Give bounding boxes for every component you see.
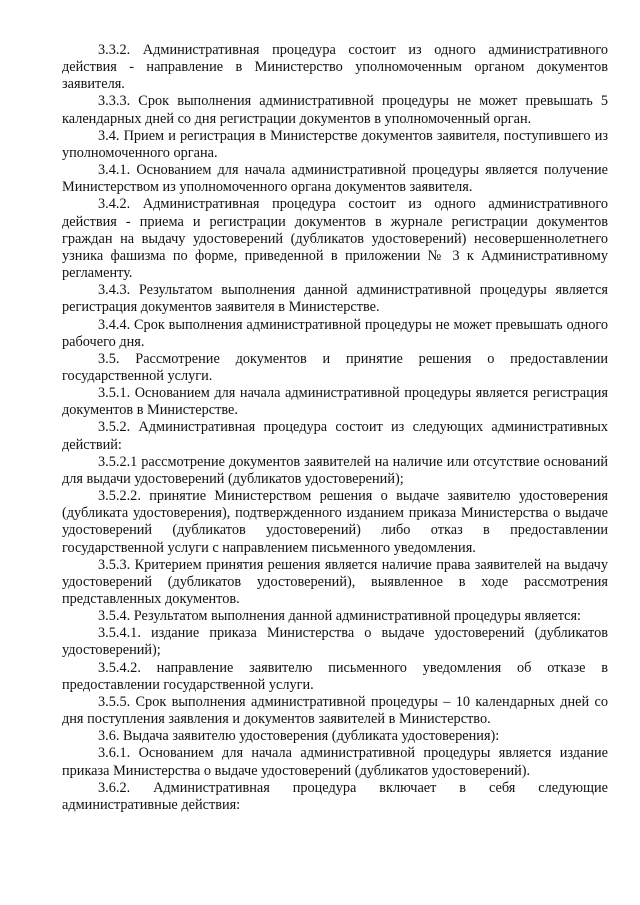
- paragraph-3-5-1: 3.5.1. Основанием для начала административной процедуры является регистрация документов в Министерстве.: [62, 385, 608, 419]
- paragraph-3-5-4: 3.5.4. Результатом выполнения данной административной процедуры является:: [98, 608, 582, 625]
- paragraph-3-5-2: 3.5.2. Административная процедура состоит из следующих административных действий:: [62, 419, 608, 453]
- paragraph-3-5-3: 3.5.3. Критерием принятия решения является наличие права заявителей на выдачу удостоверений (дубликатов удостоверений), выявленное в ходе рассмотрения представленных документов.: [62, 556, 608, 607]
- paragraph-3-4-1: 3.4.1. Основанием для начала административной процедуры является получение Министерством из уполномоченного органа документов заявителя.: [62, 162, 608, 196]
- paragraph-3-4: 3.4. Прием и регистрация в Министерстве документов заявителя, поступившего из уполномоченного органа.: [62, 127, 608, 161]
- paragraph-3-5-2-1: 3.5.2.1 рассмотрение документов заявителей на наличие или отсутствие оснований для выдачи удостоверений (дубликатов удостоверений);: [62, 453, 608, 487]
- paragraph-3-5-4-2: 3.5.4.2. направление заявителю письменного уведомления об отказе в предоставлении государственной услуги.: [62, 659, 608, 693]
- paragraph-3-6-2: 3.6.2. Административная процедура включает в себя следующие административные действия:: [62, 779, 608, 813]
- paragraph-3-4-2: 3.4.2. Административная процедура состоит из одного административного действия - приема и регистрации документов в журнале регистрации документов граждан на выдачу удостоверений (дубликатов удостоверений) несовершеннолетнего узника фашизма по форме, приведенной в приложении № 3 к Административному регламенту.: [62, 196, 608, 282]
- paragraph-3-4-3: 3.4.3. Результатом выполнения данной административной процедуры является регистрация документов заявителя в Министерстве.: [62, 282, 608, 316]
- paragraph-3-6: 3.6. Выдача заявителю удостоверения (дубликата удостоверения):: [98, 728, 500, 745]
- paragraph-3-5-2-2: 3.5.2.2. принятие Министерством решения о выдаче заявителю удостоверения (дубликата удостоверения), подтвержденного изданием приказа Министерства о выдаче удостоверений (дубликатов удостоверений) либо отказ в предоставлении государственной услуги с направлением письменного уведомления.: [62, 488, 608, 556]
- paragraph-3-3-3: 3.3.3. Срок выполнения административной процедуры не может превышать 5 календарных дней со дня регистрации документов в уполномоченный орган.: [62, 93, 608, 127]
- paragraph-3-3-2: 3.3.2. Административная процедура состоит из одного административного действия - направление в Министерство уполномоченным органом документов заявителя.: [62, 42, 608, 93]
- paragraph-3-6-1: 3.6.1. Основанием для начала административной процедуры является издание приказа Министерства о выдаче удостоверений (дубликатов удостоверений).: [62, 745, 608, 779]
- paragraph-3-5-5: 3.5.5. Срок выполнения административной процедуры – 10 календарных дней со дня поступления заявления и документов заявителей в Министерство.: [62, 693, 608, 728]
- paragraph-3-5-4-1: 3.5.4.1. издание приказа Министерства о выдаче удостоверений (дубликатов удостоверений);: [62, 625, 608, 659]
- paragraph-3-5: 3.5. Рассмотрение документов и принятие решения о предоставлении государственной услуги.: [62, 350, 608, 384]
- paragraph-3-4-4: 3.4.4. Срок выполнения административной процедуры не может превышать одного рабочего дня.: [62, 316, 608, 350]
